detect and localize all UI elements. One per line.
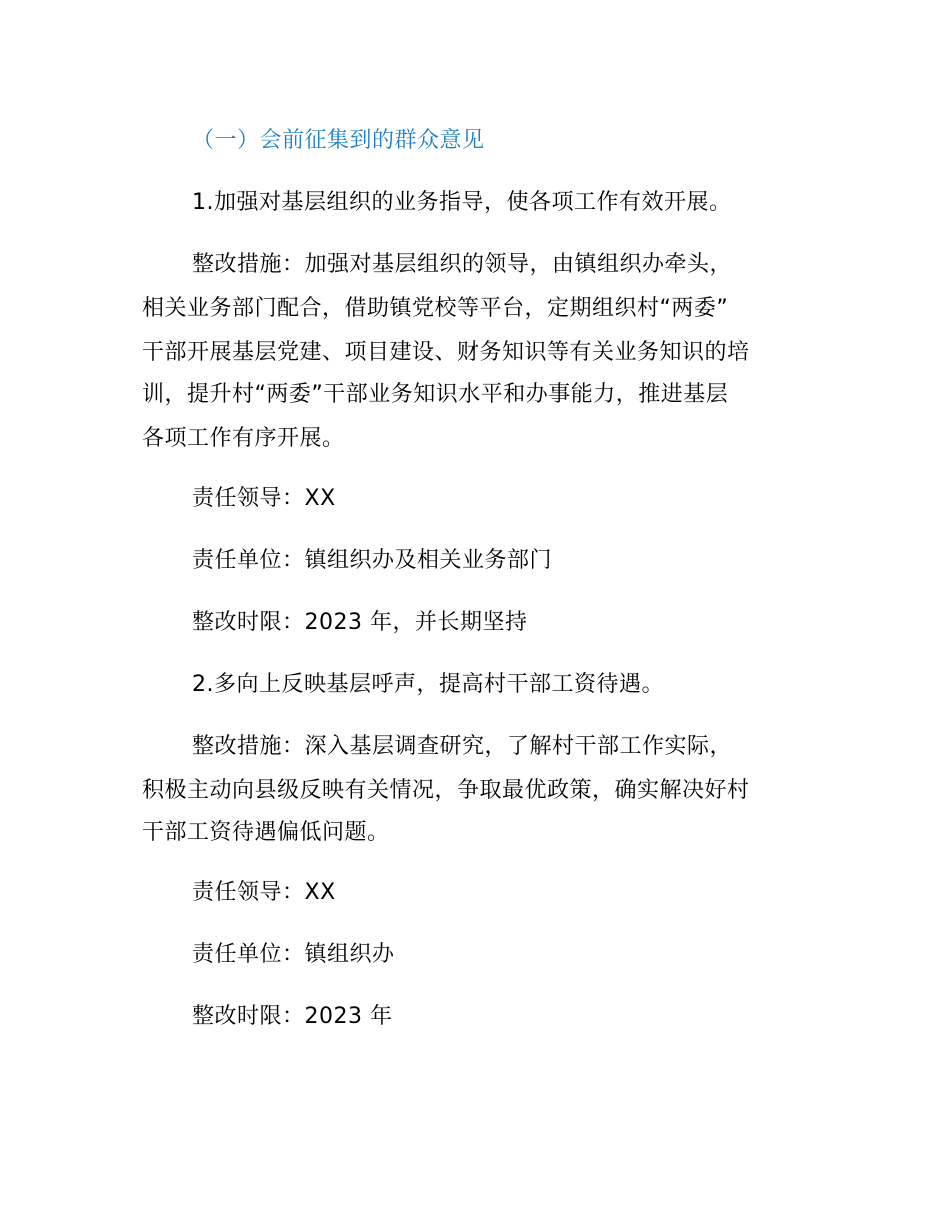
section-heading: （一）会前征集到的群众意见	[192, 128, 485, 153]
item-2-measures-line-3: 干部工资待遇偏低问题。	[142, 820, 390, 845]
item-1-measures-line-3: 干部开展基层党建、项目建设、财务知识等有关业务知识的培	[142, 340, 750, 365]
item-1-leader: 责任领导：XX	[192, 486, 336, 511]
item-2-measures-line-2: 积极主动向县级反映有关情况，争取最优政策，确实解决好村	[142, 778, 750, 803]
item-1-measures-line-4: 训，提升村“两委”干部业务知识水平和办事能力，推进基层	[142, 382, 729, 407]
item-2-deadline: 整改时限：2023 年	[192, 1004, 393, 1029]
item-1-measures-line-5: 各项工作有序开展。	[142, 426, 345, 451]
item-1-measures-line-1: 整改措施：加强对基层组织的领导，由镇组织办牵头，	[192, 252, 733, 277]
item-2-measures-line-1: 整改措施：深入基层调查研究，了解村干部工作实际，	[192, 734, 733, 759]
item-1-deadline: 整改时限：2023 年，并长期坚持	[192, 610, 528, 635]
item-1-measures-line-2: 相关业务部门配合，借助镇党校等平台，定期组织村“两委”	[142, 296, 729, 321]
item-1-title: 1.加强对基层组织的业务指导，使各项工作有效开展。	[192, 190, 732, 215]
item-2-leader: 责任领导：XX	[192, 880, 336, 905]
item-2-title: 2.多向上反映基层呼声，提高村干部工资待遇。	[192, 672, 664, 697]
item-1-unit: 责任单位：镇组织办及相关业务部门	[192, 548, 553, 573]
item-2-unit: 责任单位：镇组织办	[192, 942, 395, 967]
